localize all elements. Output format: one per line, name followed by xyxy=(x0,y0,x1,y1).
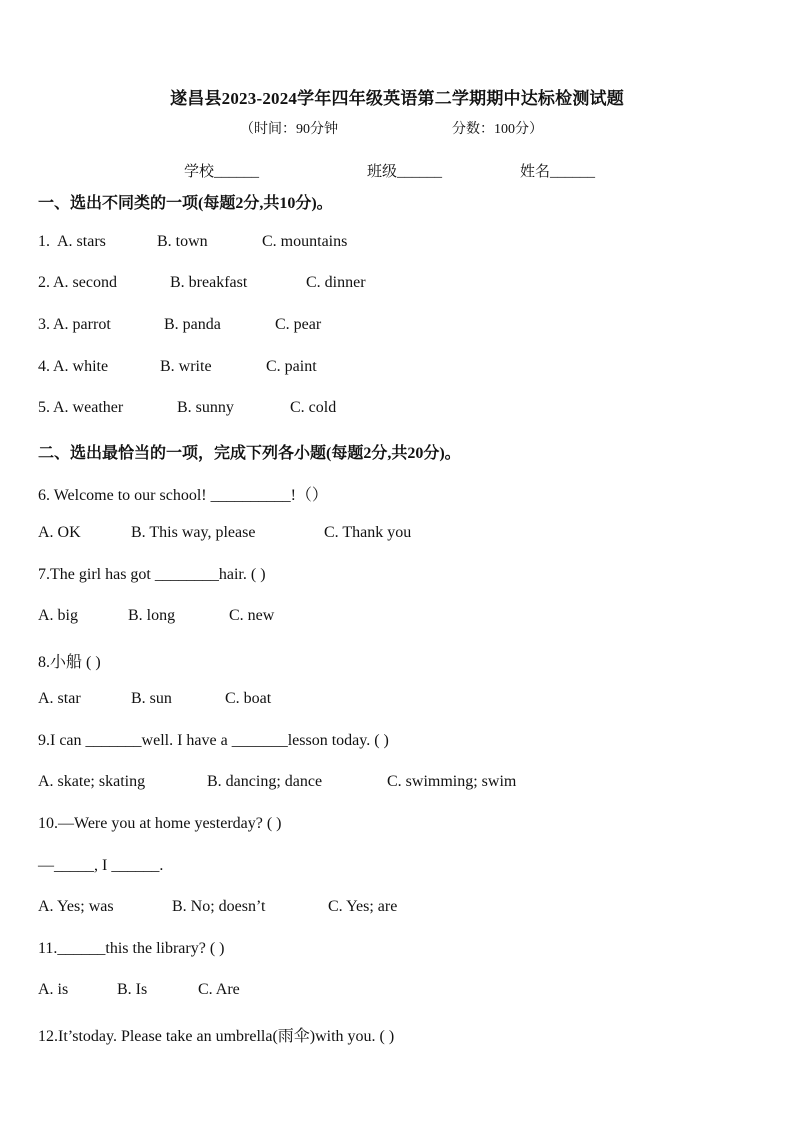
section-2-heading: 二、选出最恰当的一项，完成下列各小题(每题2分,共20分)。 xyxy=(38,445,461,462)
question-10-answer-line: —_____, I ______. xyxy=(38,857,164,874)
name-field: 姓名______ xyxy=(520,164,596,180)
question-number: 2. xyxy=(38,274,50,291)
option-b: B. long xyxy=(128,607,176,624)
option-a: A. second xyxy=(53,274,117,291)
exam-time: （时间：90分钟 xyxy=(240,122,338,137)
option-c: C. cold xyxy=(290,399,337,416)
option-a: A. is xyxy=(38,981,69,998)
question-11-stem: 11.______this the library? ( ) xyxy=(38,940,225,957)
option-a: A. Yes; was xyxy=(38,898,114,915)
option-b: B. town xyxy=(157,233,208,250)
option-c: C. boat xyxy=(225,690,272,707)
option-b: B. This way, please xyxy=(131,524,256,541)
option-c: C. pear xyxy=(275,316,322,333)
question-10-stem: 10.—Were you at home yesterday? ( ) xyxy=(38,815,282,832)
option-b: B. dancing; dance xyxy=(207,773,323,790)
option-a: A. weather xyxy=(53,399,124,416)
option-c: C. Thank you xyxy=(324,524,412,541)
option-b: B. No; doesn’t xyxy=(172,898,266,915)
option-a: A. white xyxy=(53,358,109,375)
question-number: 5. xyxy=(38,399,50,416)
option-b: B. breakfast xyxy=(170,274,248,291)
question-7-stem: 7.The girl has got ________hair. ( ) xyxy=(38,566,266,583)
option-b: B. sun xyxy=(131,690,172,707)
option-c: C. Are xyxy=(198,981,240,998)
option-c: C. new xyxy=(229,607,275,624)
option-b: B. panda xyxy=(164,316,221,333)
option-a: A. big xyxy=(38,607,78,624)
option-c: C. paint xyxy=(266,358,317,375)
exam-score: 分数：100分） xyxy=(452,122,543,137)
option-a: A. OK xyxy=(38,524,81,541)
option-c: C. dinner xyxy=(306,274,366,291)
option-a: A. star xyxy=(38,690,81,707)
page-title: 遂昌县2023-2024学年四年级英语第二学期期中达标检测试题 xyxy=(170,89,624,108)
option-b: B. sunny xyxy=(177,399,234,416)
option-c: C. swimming; swim xyxy=(387,773,517,790)
school-field: 学校______ xyxy=(184,164,260,180)
question-number: 1. xyxy=(38,233,50,250)
question-number: 3. xyxy=(38,316,50,333)
question-8-stem: 8.小船 ( ) xyxy=(38,654,101,671)
question-12-stem: 12.It’stoday. Please take an umbrella(雨伞)with you. ( ) xyxy=(38,1028,395,1045)
option-a: A. stars xyxy=(57,233,106,250)
option-a: A. skate; skating xyxy=(38,773,146,790)
question-6-stem: 6. Welcome to our school! __________!（） xyxy=(38,487,328,504)
section-1-heading: 一、选出不同类的一项(每题2分,共10分)。 xyxy=(38,195,333,212)
option-b: B. write xyxy=(160,358,212,375)
option-b: B. Is xyxy=(117,981,148,998)
option-c: C. mountains xyxy=(262,233,348,250)
question-number: 4. xyxy=(38,358,50,375)
option-a: A. parrot xyxy=(53,316,111,333)
option-c: C. Yes; are xyxy=(328,898,398,915)
question-9-stem: 9.I can _______well. I have a _______lesson today. ( ) xyxy=(38,732,389,749)
class-field: 班级______ xyxy=(367,164,443,180)
